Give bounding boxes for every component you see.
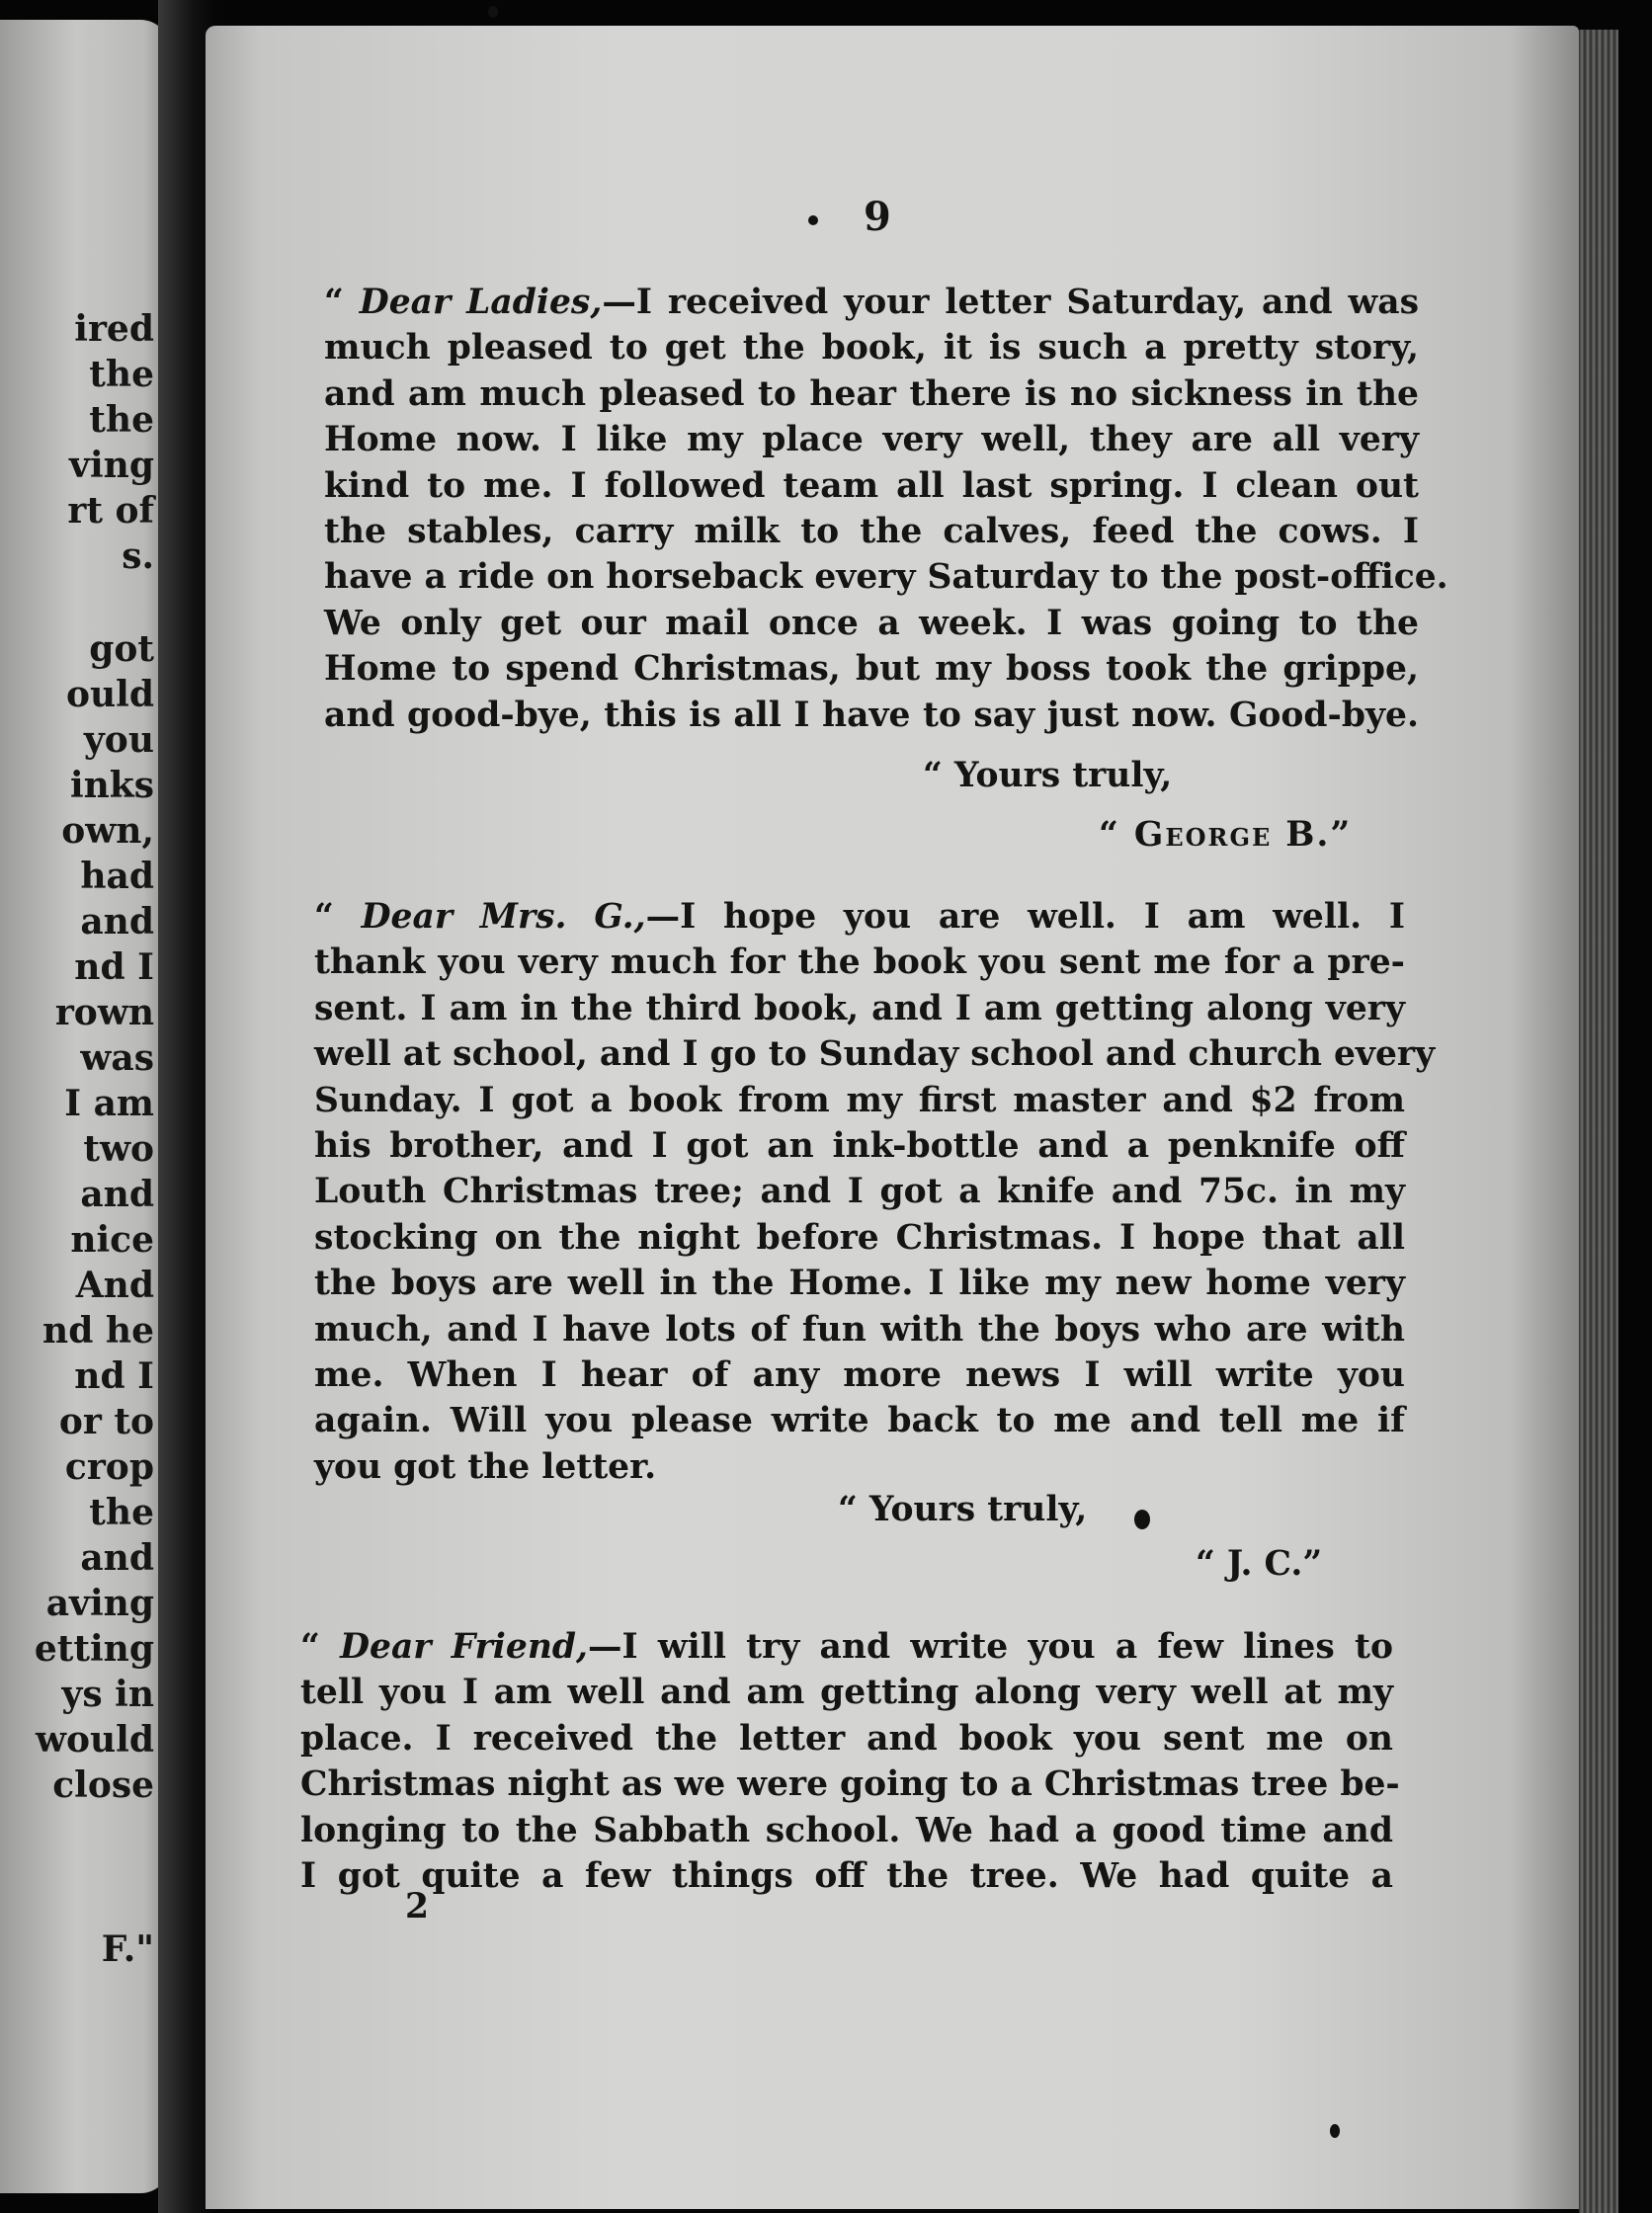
fragment-line: ys in xyxy=(61,1674,154,1715)
signature-mark: 2 xyxy=(405,1887,430,1926)
fragment-line: the xyxy=(89,399,154,441)
fragment-line: nd I xyxy=(74,1355,154,1397)
letter-friend xyxy=(300,1624,1400,1899)
letter-line: and am much pleased to hear there is no sickness in the xyxy=(324,373,1419,414)
letter-line: much pleased to get the book, it is such a pretty story, xyxy=(324,328,1419,369)
letter-line: Christmas night as we were going to a Christmas tree be- xyxy=(300,1764,1400,1805)
fragment-line: s. xyxy=(122,535,154,577)
salutation: Dear Ladies, xyxy=(359,283,603,322)
letter-line: Home to spend Christmas, but my boss took the grippe, xyxy=(324,649,1419,690)
letter-line: his brother, and I got an ink-bottle and a penknife off xyxy=(314,1126,1405,1167)
fragment-line: rown xyxy=(54,992,154,1033)
fragment-line: or to xyxy=(58,1401,154,1442)
fragment-line: ired xyxy=(74,308,154,350)
letter-line: tell you I am well and am getting along very well at my xyxy=(300,1673,1393,1713)
letter-line: the boys are well in the Home. I like my new home very xyxy=(314,1264,1405,1304)
fragment-line: and xyxy=(80,1174,154,1215)
fragment-line: would xyxy=(35,1719,154,1761)
fragment-line: I am xyxy=(64,1083,154,1124)
fragment-line: ving xyxy=(69,445,154,486)
fragment-line: rt of xyxy=(67,490,154,532)
salutation: Dear Friend, xyxy=(340,1627,589,1667)
previous-page-fragment xyxy=(0,20,170,2193)
fragment-line: two xyxy=(83,1128,154,1170)
letter-line: thank you very much for the book you sent me for a pre- xyxy=(314,943,1405,983)
letter-line: stocking on the night before Christmas. I hope that all xyxy=(314,1217,1405,1258)
ink-speck xyxy=(1330,2124,1340,2138)
fragment-line: aving xyxy=(45,1583,154,1624)
fragment-line: nd he xyxy=(42,1310,154,1352)
fragment-line: inks xyxy=(69,765,154,806)
salutation: Dear Mrs. G., xyxy=(361,897,646,937)
fragment-line: crop xyxy=(64,1446,154,1488)
signature: “ George B.” xyxy=(1099,815,1353,855)
letter-line: again. Will you please write back to me and tell me if xyxy=(314,1401,1405,1441)
fragment-line: F." xyxy=(101,1928,154,1970)
letter-line: well at school, and I go to Sunday school and church every xyxy=(314,1034,1436,1075)
line-text: I hope you are well. I am well. I xyxy=(680,897,1405,937)
letter-line: and good-bye, this is all I have to say just now. Good-bye. xyxy=(324,695,1419,735)
fragment-line: nd I xyxy=(74,946,154,988)
page-number: 9 xyxy=(864,194,891,240)
fragment-line: etting xyxy=(34,1628,154,1670)
letter-jc xyxy=(314,894,1436,1490)
closing: “ Yours truly, xyxy=(838,1490,1088,1529)
letter-line: sent. I am in the third book, and I am getting along very xyxy=(314,988,1405,1028)
signature: “ J. C.” xyxy=(1196,1544,1323,1584)
letter-line: Home now. I like my place very well, they are all very xyxy=(324,420,1419,460)
fragment-line: the xyxy=(89,1492,154,1533)
fragment-line: close xyxy=(52,1764,154,1806)
letter-line: longing to the Sabbath school. We had a good time and xyxy=(300,1810,1393,1850)
fragment-line: nice xyxy=(70,1219,154,1261)
letter-line: me. When I hear of any more news I will write you xyxy=(314,1355,1405,1396)
letter-line: you got the letter. xyxy=(314,1446,657,1487)
fragment-line: and xyxy=(80,1537,154,1579)
letter-line: kind to me. I followed team all last spring. I clean out xyxy=(324,465,1419,506)
ink-speck xyxy=(488,6,498,18)
letter-george xyxy=(324,280,1448,738)
letter-line: We only get our mail once a week. I was going to the xyxy=(324,603,1419,643)
letter-line: “ Dear Friend,—I will try and write you a few lines to xyxy=(300,1627,1393,1667)
fragment-line: the xyxy=(89,354,154,395)
fragment-line: you xyxy=(83,719,154,761)
letter-line: “ Dear Ladies,—I received your letter Saturday, and was xyxy=(324,283,1419,322)
line-text: I received your letter Saturday, and was xyxy=(635,283,1419,322)
fragment-line: ould xyxy=(65,674,154,715)
closing: “ Yours truly, xyxy=(923,756,1173,795)
letter-line: have a ride on horseback every Saturday to the post-office. xyxy=(324,557,1448,598)
fragment-line: own, xyxy=(61,810,154,852)
ink-speck xyxy=(808,215,818,225)
ink-speck xyxy=(1134,1510,1150,1529)
line-text: I will try and write you a few lines to xyxy=(621,1627,1393,1667)
fragment-line: and xyxy=(80,901,154,943)
letter-line: place. I received the letter and book you sent me on xyxy=(300,1718,1393,1759)
letter-line: I got quite a few things off the tree. We had quite a xyxy=(300,1856,1393,1897)
fragment-line: got xyxy=(89,628,154,670)
letter-line: the stables, carry milk to the calves, feed the cows. I xyxy=(324,512,1419,552)
page-edges xyxy=(1579,30,1618,2213)
letter-line: much, and I have lots of fun with the boys who are with xyxy=(314,1309,1405,1350)
fragment-line: And xyxy=(75,1265,154,1306)
letter-line: “ Dear Mrs. G.,—I hope you are well. I am well. I xyxy=(314,897,1405,937)
fragment-line: had xyxy=(80,856,154,897)
letter-line: Sunday. I got a book from my first master and $2 from xyxy=(314,1080,1405,1120)
fragment-line: was xyxy=(80,1037,154,1079)
letter-line: Louth Christmas tree; and I got a knife and 75c. in my xyxy=(314,1172,1405,1212)
